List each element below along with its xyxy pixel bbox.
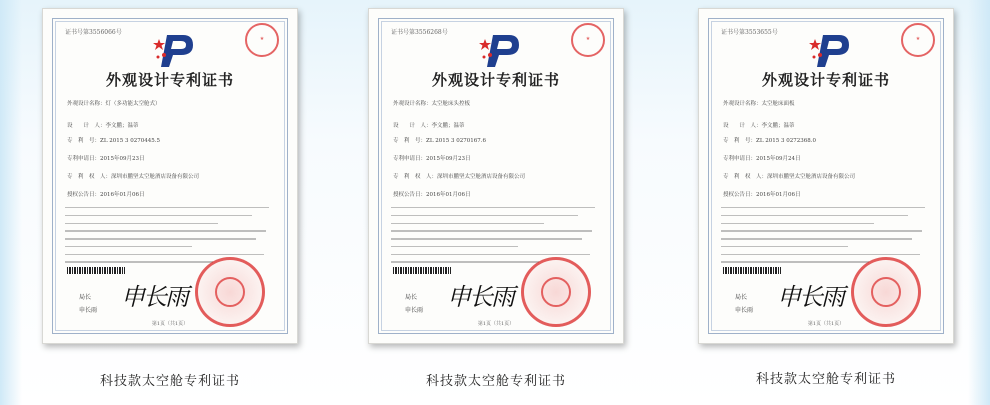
top-seal-icon: ★ (245, 23, 279, 57)
director-signature: 申长雨 (447, 283, 513, 311)
grant-date: 授权公告日：2016年01月06日 (393, 192, 471, 198)
patent-certificate-1 (42, 8, 298, 344)
signature-name: 申长雨 (735, 307, 754, 314)
patent-number: 专 利 号：ZL 2015 3 0270445.5 (67, 138, 160, 144)
designer: 设 计 人：李文鹏；温蒂 (67, 123, 139, 129)
certificate-number: 证书号第3553655号 (721, 29, 778, 36)
barcode (67, 267, 125, 274)
caption-2: 科技款太空舱专利证书 (425, 374, 566, 389)
page-number: 第1页（共1页） (807, 321, 845, 327)
designer: 设 计 人：李文鹏；温蒂 (723, 123, 795, 129)
certificate-title: 外观设计专利证书 (761, 71, 890, 89)
patentee: 专 利 权 人：深圳市鹏坚太空舱酒店设备有限公司 (393, 174, 526, 180)
barcode (723, 267, 781, 274)
filing-date: 专利申请日：2015年09月24日 (723, 156, 801, 162)
page-number: 第1页（共1页） (151, 321, 189, 327)
patent-office-logo-icon (809, 31, 853, 69)
signature-title: 局长 (405, 294, 418, 301)
design-name: 外观设计名称：灯（多功能太空舱式） (67, 101, 161, 107)
patent-office-logo-icon (153, 31, 197, 69)
signature-name: 申长雨 (405, 307, 424, 314)
certificate-number: 证书号第3556268号 (391, 29, 448, 36)
designer: 设 计 人：李文鹏；温蒂 (393, 123, 465, 129)
signature-title: 局长 (735, 294, 748, 301)
patent-number: 专 利 号：ZL 2015 3 0270167.6 (393, 138, 486, 144)
background-edge-left (0, 0, 22, 405)
patent-office-logo-icon (479, 31, 523, 69)
filing-date: 专利申请日：2015年09月23日 (393, 156, 471, 162)
patent-certificate-2 (368, 8, 624, 344)
page-number: 第1页（共1页） (477, 321, 515, 327)
director-signature: 申长雨 (777, 283, 843, 311)
caption-1: 科技款太空舱专利证书 (99, 374, 240, 389)
national-seal-icon (195, 257, 265, 327)
design-name: 外观设计名称：太空舱床面板 (723, 101, 795, 107)
barcode (393, 267, 451, 274)
patent-certificate-3 (698, 8, 954, 344)
certificate-title: 外观设计专利证书 (105, 71, 234, 89)
top-seal-icon: ★ (571, 23, 605, 57)
top-seal-icon: ★ (901, 23, 935, 57)
patentee: 专 利 权 人：深圳市鹏坚太空舱酒店设备有限公司 (723, 174, 856, 180)
filing-date: 专利申请日：2015年09月23日 (67, 156, 145, 162)
grant-date: 授权公告日：2016年01月06日 (67, 192, 145, 198)
certificate-number: 证书号第3556066号 (65, 29, 122, 36)
national-seal-icon (851, 257, 921, 327)
design-name: 外观设计名称：太空舱床头控板 (393, 101, 471, 107)
grant-date: 授权公告日：2016年01月06日 (723, 192, 801, 198)
national-seal-icon (521, 257, 591, 327)
signature-title: 局长 (79, 294, 92, 301)
signature-name: 申长雨 (79, 307, 98, 314)
patentee: 专 利 权 人：深圳市鹏坚太空舱酒店设备有限公司 (67, 174, 200, 180)
certificate-title: 外观设计专利证书 (431, 71, 560, 89)
caption-3: 科技款太空舱专利证书 (755, 372, 896, 387)
patent-number: 专 利 号：ZL 2015 3 0272368.0 (723, 138, 816, 144)
director-signature: 申长雨 (121, 283, 187, 311)
background-edge-right (968, 0, 990, 405)
